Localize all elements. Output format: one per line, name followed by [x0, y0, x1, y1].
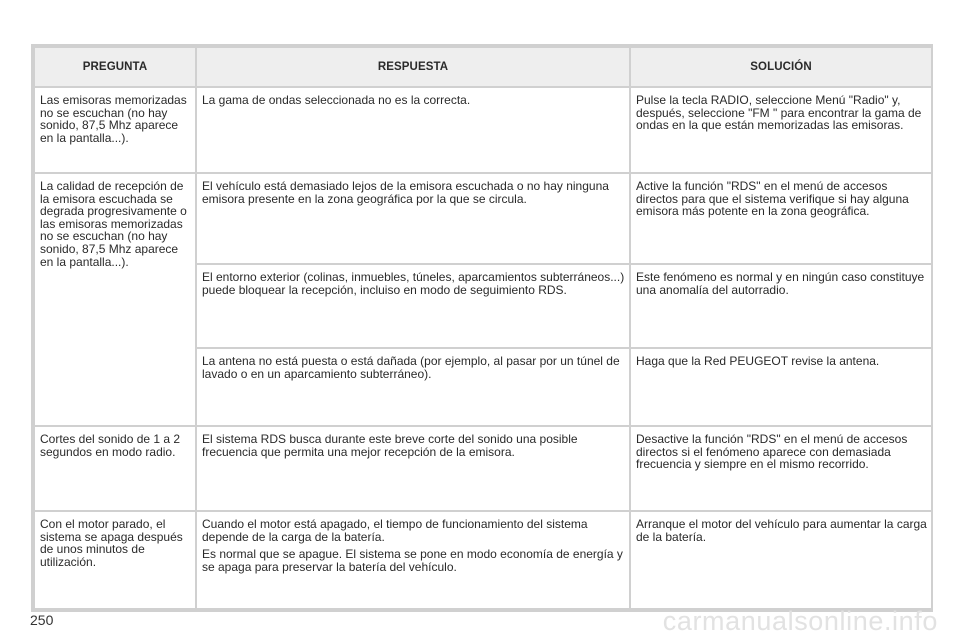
question-text: La calidad de recepción de la emisora escuchada se degrada progresivamente o las emisoras memorizadas no se escuchan (no hay sonido, 87,5 Mhz aparece en la pantalla...).	[40, 179, 187, 269]
question-text: Con el motor parado, el sistema se apaga después de unos minutos de utilización.	[40, 517, 183, 569]
watermark: carmanualsonline.info	[662, 606, 938, 636]
table-row	[34, 87, 932, 173]
question-text: Cortes del sonido de 1 a 2 segundos en modo radio.	[40, 432, 181, 459]
answer-text: Es normal que se apague. El sistema se pone en modo economía de energía y se apaga para preservar la batería del vehículo.	[202, 547, 623, 574]
header-solution: SOLUCIÓN	[630, 47, 932, 87]
answer-text: El vehículo está demasiado lejos de la emisora escuchada o no hay ninguna emisora presente en la zona geográfica por la que se circula.	[202, 179, 609, 206]
solution-cell	[630, 87, 932, 173]
table-row	[34, 173, 932, 264]
table-row	[34, 426, 932, 511]
answer-text: Cuando el motor está apagado, el tiempo de funcionamiento del sistema depende de la carga de la batería.	[202, 517, 588, 544]
table-row	[34, 511, 932, 609]
header-answer: RESPUESTA	[196, 47, 630, 87]
solution-text: Active la función "RDS" en el menú de accesos directos para que el sistema verifique si hay alguna emisora más potente en la zona geográfica.	[636, 179, 909, 219]
solution-text: Desactive la función "RDS" en el menú de accesos directos si el fenómeno aparece con demasiada frecuencia y siempre en el mismo recorrido.	[636, 432, 908, 472]
solution-text: Este fenómeno es normal y en ningún caso constituye una anomalía del autorradio.	[636, 270, 925, 297]
answer-cell	[196, 348, 630, 426]
header-question: PREGUNTA	[34, 47, 196, 87]
solution-cell	[630, 348, 932, 426]
solution-cell	[630, 511, 932, 609]
solution-cell	[630, 264, 932, 348]
answer-cell	[196, 173, 630, 264]
answer-text: La gama de ondas seleccionada no es la correcta.	[202, 93, 471, 107]
page-number: 250	[30, 612, 54, 628]
question-cell	[34, 511, 196, 609]
troubleshooting-table-container	[31, 44, 933, 612]
answer-cell	[196, 426, 630, 511]
answer-cell	[196, 87, 630, 173]
answer-cell	[196, 264, 630, 348]
solution-text: Haga que la Red PEUGEOT revise la antena.	[636, 354, 880, 368]
troubleshooting-table	[33, 46, 933, 610]
answer-text: El entorno exterior (colinas, inmuebles, túneles, aparcamientos subterráneos...) puede bloquear la recepción, incluiso en modo de seguimiento RDS.	[202, 270, 625, 297]
answer-text: El sistema RDS busca durante este breve corte del sonido una posible frecuencia que permita una mejor recepción de la emisora.	[202, 432, 578, 459]
question-cell	[34, 87, 196, 173]
solution-cell	[630, 426, 932, 511]
question-cell	[34, 426, 196, 511]
question-cell	[34, 173, 196, 426]
solution-cell	[630, 173, 932, 264]
solution-text: Arranque el motor del vehículo para aumentar la carga de la batería.	[636, 517, 927, 544]
question-text: Las emisoras memorizadas no se escuchan (no hay sonido, 87,5 Mhz aparece en la pantalla...).	[40, 93, 187, 145]
header-row	[34, 47, 932, 87]
answer-cell	[196, 511, 630, 609]
solution-text: Pulse la tecla RADIO, seleccione Menú "Radio" y, después, seleccione "FM " para encontrar la gama de ondas en la que están memorizadas las emisoras.	[636, 93, 922, 133]
answer-text: La antena no está puesta o está dañada (por ejemplo, al pasar por un túnel de lavado o en un aparcamiento subterráneo).	[202, 354, 620, 381]
